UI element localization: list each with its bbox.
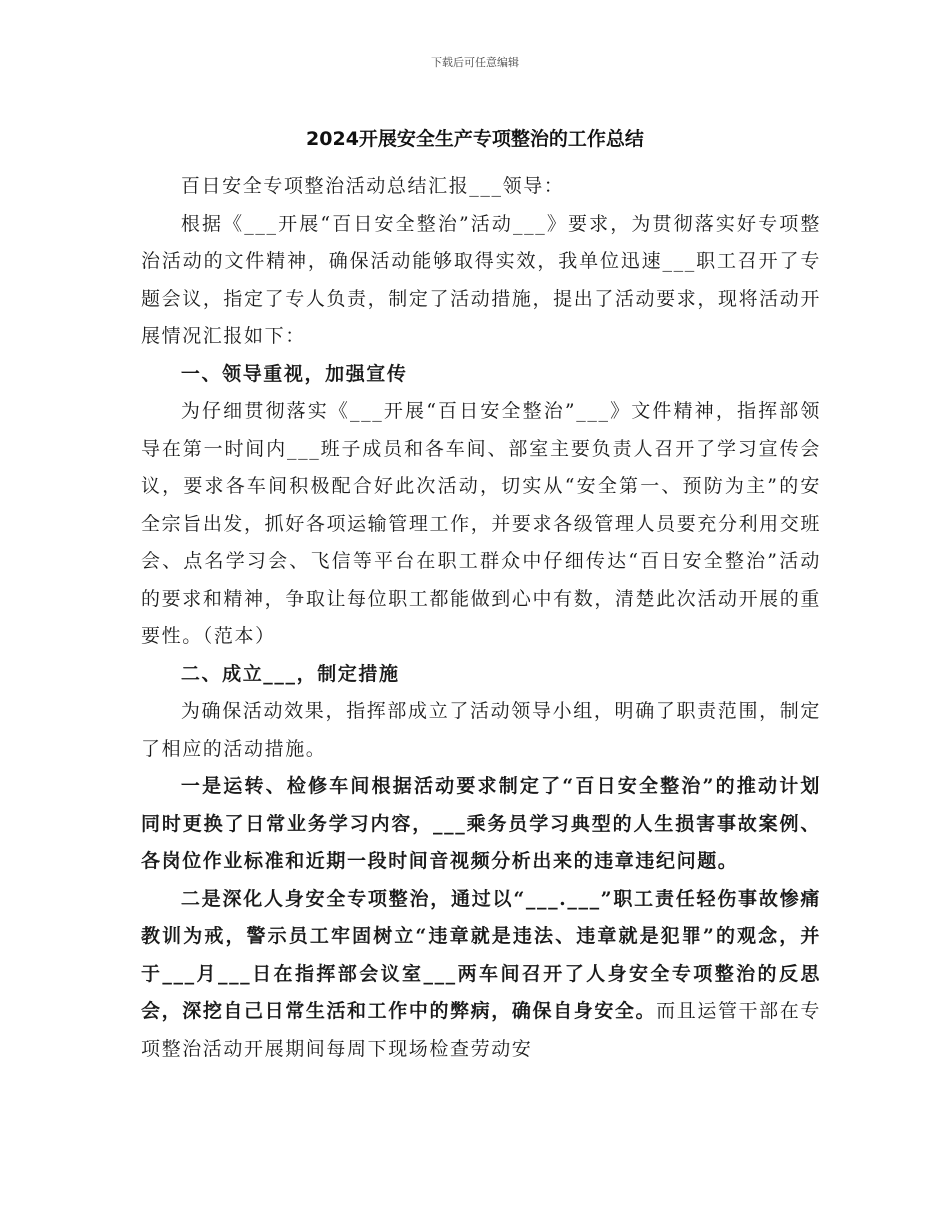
salutation-paragraph: 百日安全专项整治活动总结汇报___领导：: [180, 175, 565, 197]
section-heading-1: 一、领导重视，加强宣传: [180, 362, 408, 385]
intro-paragraph: 根据《___开展“百日安全整治”活动___》要求，为贯彻落实好专项整治活动的文件精神，确保活动能够取得实效，我单位迅速___职工召开了专题会议，指定了专人负责，制定了活动措施，提出了活动要求，现将活动开展情况汇报如下：: [141, 212, 821, 347]
section-2-paragraph: 为确保活动效果，指挥部成立了活动领导小组，明确了职责范围，制定了相应的活动措施。: [141, 700, 821, 760]
document-title: 2024开展安全生产专项整治的工作总结: [306, 128, 644, 150]
document-body: [141, 168, 821, 1068]
measure-2-bold-text: 二是深化人身安全专项整治，通过以“___.___”职工责任轻伤事故惨痛教训为戒，警示员工牢固树立“违章就是违法、违章就是犯罪”的观念，并于___月___日在指挥部会议室___两车间召开了人身安全专项整治的反思会，深挖自己日常生活和工作中的弊病，确保自身安全。: [141, 887, 821, 1022]
download-note: 下载后可任意编辑: [431, 56, 519, 69]
section-heading-2: 二、成立___，制定措施: [180, 662, 400, 685]
section-1-paragraph: 为仔细贯彻落实《___开展“百日安全整治”___》文件精神，指挥部领导在第一时间内___班子成员和各车间、部室主要负责人召开了学习宣传会议，要求各车间积极配合好此次活动，切实从“安全第一、预防为主”的安全宗旨出发，抓好各项运输管理工作，并要求各级管理人员要充分利用交班会、点名学习会、飞信等平台在职工群众中仔细传达“百日安全整治”活动的要求和精神，争取让每位职工都能做到心中有数，清楚此次活动开展的重要性。（范本）: [141, 400, 821, 647]
measure-1-paragraph: 一是运转、检修车间根据活动要求制定了“百日安全整治”的推动计划同时更换了日常业务学习内容，___乘务员学习典型的人生损害事故案例、各岗位作业标准和近期一段时间音视频分析出来的违章违纪问题。: [141, 775, 821, 872]
measure-2-paragraph: [141, 881, 821, 1069]
measure-2-continuation: 而且运管干部在专项整治活动开展期间每周下现场检查劳动安: [141, 1000, 821, 1060]
